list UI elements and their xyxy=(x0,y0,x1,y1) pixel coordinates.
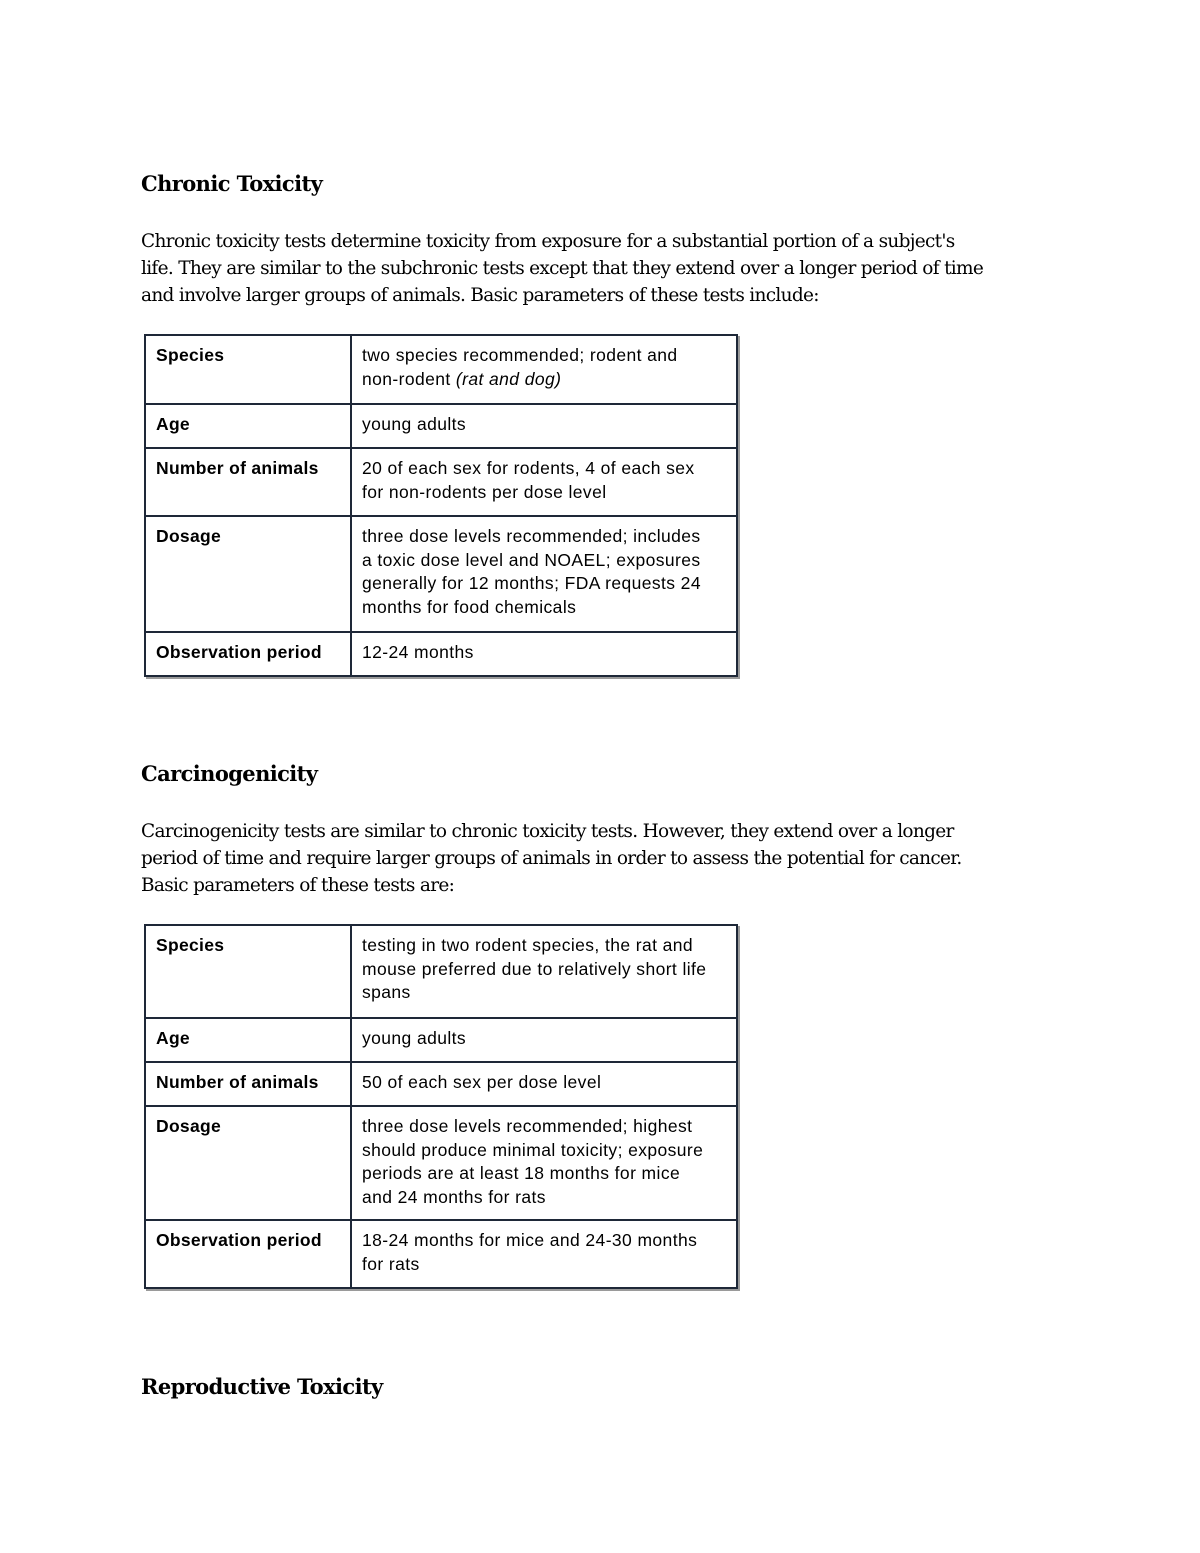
paragraph-line: life. They are similar to the subchronic tests except that they extend over a longer period of time xyxy=(141,258,984,279)
value-line: for non-rodents per dose level xyxy=(362,481,607,502)
value-text: non-rodent xyxy=(362,368,456,389)
value-line: 50 of each sex per dose level xyxy=(362,1072,602,1092)
value-italic-text: (rat and dog) xyxy=(455,368,562,389)
paragraph-line: period of time and require larger groups of animals in order to assess the potential for cancer. xyxy=(141,848,962,869)
value-line: a toxic dose level and NOAEL; exposures xyxy=(362,549,701,570)
paragraph-line: Basic parameters of these tests are: xyxy=(141,875,455,896)
paragraph-carcinogenicity xyxy=(141,818,1071,899)
table-row-species xyxy=(145,335,737,404)
table-row-species xyxy=(145,925,737,1018)
value-line: 12-24 months xyxy=(362,642,474,662)
table-row-age xyxy=(145,1018,737,1062)
value-line: 20 of each sex for rodents, 4 of each sex xyxy=(362,458,695,478)
paragraph-line: Chronic toxicity tests determine toxicity from exposure for a substantial portion of a subject's xyxy=(141,231,955,252)
table-row-age xyxy=(145,404,737,448)
table-row-observation-period xyxy=(145,632,737,676)
row-label: Number of animals xyxy=(145,1062,351,1106)
row-label: Dosage xyxy=(145,1106,351,1220)
value-line: three dose levels recommended; highest xyxy=(362,1116,693,1136)
value-line: periods are at least 18 months for mice xyxy=(362,1163,681,1183)
table-row-dosage xyxy=(145,1106,737,1220)
section-heading-chronic-toxicity: Chronic Toxicity xyxy=(141,171,323,196)
row-label: Age xyxy=(145,404,351,448)
row-value xyxy=(351,1220,737,1288)
row-value xyxy=(351,335,737,404)
row-value xyxy=(351,925,737,1018)
row-label: Observation period xyxy=(145,632,351,676)
paragraph-line: Carcinogenicity tests are similar to chronic toxicity tests. However, they extend over a longer xyxy=(141,821,954,842)
table-row-number-of-animals xyxy=(145,1062,737,1106)
value-line: months for food chemicals xyxy=(362,596,577,617)
row-value xyxy=(351,632,737,676)
carcinogenicity-parameters-table xyxy=(144,924,738,1289)
row-value xyxy=(351,1062,737,1106)
row-value: young adults xyxy=(351,1018,737,1062)
value-line: should produce minimal toxicity; exposure xyxy=(362,1139,704,1160)
section-heading-carcinogenicity: Carcinogenicity xyxy=(141,761,318,786)
value-line: 18-24 months for mice and 24-30 months xyxy=(362,1230,698,1250)
value-line: testing in two rodent species, the rat and xyxy=(362,935,694,955)
row-label: Number of animals xyxy=(145,448,351,516)
value-line: generally for 12 months; FDA requests 24 xyxy=(362,573,701,593)
row-value: young adults xyxy=(351,404,737,448)
paragraph-line: and involve larger groups of animals. Basic parameters of these tests include: xyxy=(141,285,819,306)
value-line: spans xyxy=(362,982,411,1002)
paragraph-chronic-toxicity xyxy=(141,228,1071,309)
row-label: Age xyxy=(145,1018,351,1062)
row-value xyxy=(351,1106,737,1220)
row-label: Observation period xyxy=(145,1220,351,1288)
table-row-number-of-animals xyxy=(145,448,737,516)
row-value xyxy=(351,516,737,632)
chronic-toxicity-parameters-table xyxy=(144,334,738,677)
row-label: Species xyxy=(145,335,351,404)
value-line: mouse preferred due to relatively short life xyxy=(362,958,707,979)
value-line: three dose levels recommended; includes xyxy=(362,526,701,546)
section-heading-reproductive-toxicity: Reproductive Toxicity xyxy=(141,1374,383,1399)
value-line: for rats xyxy=(362,1253,420,1274)
row-value xyxy=(351,448,737,516)
table-row-dosage xyxy=(145,516,737,632)
row-label: Dosage xyxy=(145,516,351,632)
table-row-observation-period xyxy=(145,1220,737,1288)
value-line xyxy=(362,368,726,392)
value-line: and 24 months for rats xyxy=(362,1186,546,1207)
value-line: two species recommended; rodent and xyxy=(362,345,678,365)
row-label: Species xyxy=(145,925,351,1018)
